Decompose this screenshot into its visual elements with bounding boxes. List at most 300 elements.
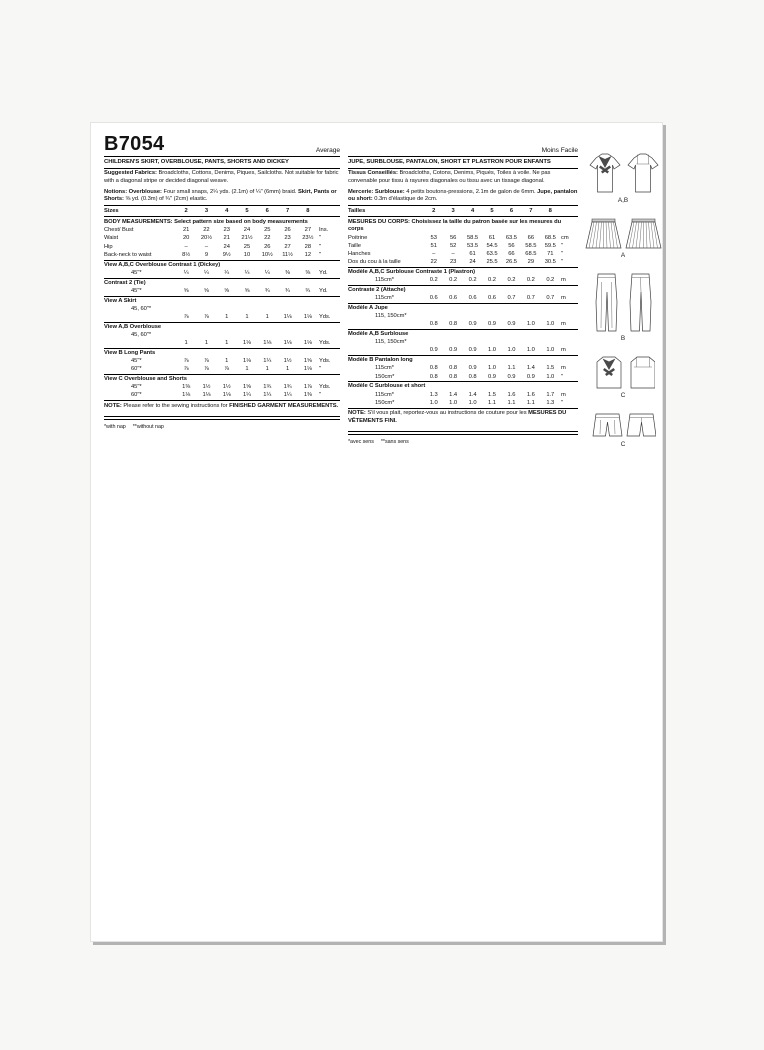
size-value: 2 — [432, 207, 436, 214]
row-label: 45"* — [131, 384, 142, 391]
section-title: Modèle C Surblouse et short — [348, 381, 578, 391]
cell-value: 21 — [223, 235, 230, 242]
cell-value: 0.7 — [546, 295, 555, 302]
cell-value: ¼ — [204, 269, 209, 276]
notions-text-2: ⅜ yd. (0.3m) of ¾" (2cm) elastic. — [123, 196, 208, 203]
cell-value: 1⅛ — [283, 313, 292, 320]
row-label: 150cm* — [374, 399, 395, 406]
table-row — [348, 399, 578, 407]
cell-value: 1 — [225, 358, 229, 365]
cell-value: 1⅜ — [182, 384, 191, 391]
difficulty-label-english: Average — [315, 146, 340, 154]
cell-value: 28 — [304, 243, 311, 250]
cell-value: 23 — [449, 259, 457, 266]
row-label: Hip — [104, 243, 113, 250]
table-row — [348, 251, 578, 259]
cell-value: – — [184, 243, 188, 250]
cell-value: 20½ — [200, 235, 212, 242]
cell-value: 0.9 — [468, 347, 477, 354]
cell-value: ⅜ — [305, 269, 311, 276]
french-header — [348, 131, 578, 156]
cell-value: 23 — [284, 235, 291, 242]
cell-value: 22 — [264, 235, 271, 242]
row-unit: Yds. — [318, 313, 331, 320]
cell-value: 1 — [245, 313, 249, 320]
cell-value: 8½ — [182, 251, 191, 258]
cell-value: ⅞ — [224, 366, 230, 373]
cell-value: 1⅛ — [202, 392, 211, 399]
cell-value: 29 — [527, 259, 535, 266]
size-value: 8 — [548, 207, 552, 214]
section-title: Modèle B Pantalon long — [348, 355, 578, 365]
size-value: 8 — [306, 207, 310, 214]
row-unit: Yds. — [318, 384, 331, 391]
row-unit: " — [560, 373, 563, 380]
mercerie-text-2: 0.3m d'élastique de 2cm. — [372, 196, 438, 203]
size-value: 3 — [451, 207, 455, 214]
size-value: 6 — [265, 207, 269, 214]
table-row — [104, 305, 340, 313]
cell-value: 0.8 — [468, 373, 477, 380]
cell-value: 0.2 — [507, 277, 516, 284]
cell-value: 23½ — [302, 235, 314, 242]
cell-value: 1.0 — [526, 321, 535, 328]
cell-value: 71 — [547, 250, 554, 257]
section-title: View B Long Pants — [104, 348, 340, 358]
cell-value: ⅞ — [204, 358, 209, 365]
cell-value: 0.9 — [507, 373, 516, 380]
cell-value: 1⅛ — [283, 340, 292, 347]
cell-value: ⅜ — [285, 269, 290, 276]
cell-value: 0.9 — [429, 347, 438, 354]
row-label: 45"* — [131, 358, 142, 365]
cell-value: 1¾ — [263, 384, 272, 391]
cell-value: 63.5 — [505, 234, 517, 241]
note-paragraph-french — [348, 408, 578, 428]
row-unit: Yds. — [318, 340, 331, 347]
illustration-view-c-overblouse — [591, 355, 655, 400]
cell-value: 1.5 — [546, 365, 555, 372]
section-title: View C Overblouse and Shorts — [104, 374, 340, 384]
cell-value: 0.9 — [468, 321, 477, 328]
cell-value: 25 — [264, 227, 271, 234]
illustration-label-ab: A,B — [617, 196, 629, 204]
table-row — [348, 295, 578, 303]
cell-value: 1.3 — [546, 399, 555, 406]
table-row — [348, 321, 578, 329]
cell-value: 63.5 — [486, 250, 498, 257]
section-title: Modèle A,B Surblouse — [348, 329, 578, 339]
size-value: 2 — [184, 207, 188, 214]
body-measurements-table-french — [348, 234, 578, 267]
cell-value: 61 — [488, 234, 496, 241]
cell-value: 1 — [184, 340, 188, 347]
yardage-sections-french — [348, 267, 578, 408]
cell-value: 1.0 — [488, 365, 496, 372]
cell-value: 1⅛ — [303, 366, 312, 373]
cell-value: 66 — [527, 234, 535, 241]
row-unit: " — [318, 251, 321, 258]
cell-value: 1⅝ — [303, 358, 312, 365]
row-label: 115, 150cm* — [374, 313, 407, 320]
row-label: Dos du cou à la taille — [347, 259, 401, 266]
table-row — [104, 340, 340, 348]
size-value: 5 — [490, 207, 494, 214]
row-unit: " — [318, 392, 321, 399]
cell-value: ¾ — [305, 287, 311, 294]
cell-value: 1¼ — [283, 392, 292, 399]
row-label: Poitrine — [347, 234, 368, 241]
cell-value: 1.1 — [488, 399, 496, 406]
cell-value: 0.9 — [526, 373, 535, 380]
row-unit: " — [560, 259, 563, 266]
row-unit: " — [318, 235, 321, 242]
cell-value: 59.5 — [544, 242, 556, 249]
mercerie-lead-1: Mercerie: Surblouse: — [347, 188, 405, 195]
section-title: Modèle A Jupe — [348, 303, 578, 313]
garment-title-french: JUPE, SURBLOUSE, PANTALON, SHORT ET PLASTRON POUR ENFANTS — [348, 156, 578, 169]
fabrics-lead: Suggested Fabrics: — [104, 170, 157, 177]
cell-value: 0.2 — [488, 277, 496, 284]
table-row — [104, 384, 340, 392]
row-label: 115cm* — [374, 365, 394, 372]
difficulty-label-french: Moins Facile — [541, 146, 578, 154]
footnote-french — [348, 435, 578, 446]
cell-value: ¼ — [224, 269, 230, 276]
cell-value: ⅞ — [183, 366, 189, 373]
cell-value: 1.1 — [507, 399, 516, 406]
sizes-row-french — [348, 205, 578, 217]
column-english — [104, 131, 340, 461]
notions-lead-1: Notions: Overblouse: — [104, 188, 162, 195]
cell-value: 56 — [508, 242, 515, 249]
note-strong-fr: MESURES DU VÊTEMENTS FINI. — [347, 410, 567, 424]
cell-value: 1⅛ — [263, 340, 272, 347]
cell-value: ¾ — [264, 287, 270, 294]
cell-value: 30.5 — [544, 259, 556, 266]
illustration-view-ab — [585, 152, 661, 204]
table-row — [348, 277, 578, 285]
row-unit: Ins. — [318, 227, 329, 234]
cell-value: 0.6 — [449, 295, 458, 302]
table-row — [104, 392, 340, 400]
cell-value: 0.8 — [429, 321, 438, 328]
cell-value: 1.5 — [488, 391, 496, 398]
row-unit: " — [318, 366, 321, 373]
size-value: 6 — [509, 207, 513, 214]
table-row — [348, 259, 578, 267]
cell-value: 1.0 — [468, 399, 477, 406]
without-nap-note: **without nap — [132, 423, 164, 430]
body-measurements-table-english — [104, 227, 340, 260]
cell-value: 0.7 — [507, 295, 516, 302]
notions-lead-2: Skirt, Pants or Shorts: — [104, 188, 337, 203]
cell-value: 0.6 — [488, 295, 496, 302]
column-french — [348, 131, 578, 461]
note-paragraph-english — [104, 400, 340, 413]
cell-value: 1 — [265, 366, 269, 373]
cell-value: ⅞ — [183, 313, 189, 320]
cell-value: 53 — [430, 234, 437, 241]
cell-value: 68.5 — [544, 234, 556, 241]
cell-value: 9 — [204, 251, 209, 258]
note-lead: NOTE: — [104, 402, 122, 409]
cell-value: 1⅜ — [303, 392, 312, 399]
illustration-label-b: B — [620, 334, 626, 342]
row-unit: Yd. — [318, 287, 328, 294]
cell-value: 1 — [265, 313, 269, 320]
size-value: 5 — [245, 207, 249, 214]
mercerie-text-1: 4 petits boutons-pressions, 2.1m de galon de 6mm. — [404, 188, 538, 195]
cell-value: ⅝ — [224, 287, 230, 294]
cell-value: 0.8 — [449, 365, 458, 372]
row-unit: " — [560, 242, 563, 249]
cell-value: 1.6 — [507, 391, 516, 398]
cell-value: 0.8 — [429, 373, 438, 380]
row-label: Back-neck to waist — [104, 251, 152, 258]
cell-value: – — [204, 243, 209, 250]
cell-value: 66 — [508, 250, 515, 257]
cell-value: 1 — [245, 366, 249, 373]
cell-value: 1.0 — [526, 347, 535, 354]
cell-value: 58.5 — [525, 242, 537, 249]
cell-value: ⅝ — [244, 287, 250, 294]
cell-value: 0.9 — [449, 347, 458, 354]
section-title: View A,B,C Overblouse Contrast 1 (Dickey) — [104, 260, 340, 270]
cell-value: 1.7 — [546, 391, 555, 398]
cell-value: ¾ — [285, 287, 290, 294]
garment-title-english: CHILDREN'S SKIRT, OVERBLOUSE, PANTS, SHORTS AND DICKEY — [104, 156, 340, 169]
row-label: Taille — [347, 242, 361, 249]
english-header — [104, 131, 340, 156]
sleeveless-overblouse-drawing — [591, 355, 655, 392]
row-label: Waist — [104, 235, 119, 242]
table-row — [104, 243, 340, 251]
cell-value: 0.9 — [488, 321, 496, 328]
table-row — [104, 366, 340, 374]
row-unit: m — [560, 391, 566, 398]
row-label: 60"* — [131, 392, 142, 399]
illustration-label-c-top: C — [620, 392, 626, 399]
sizes-label: Sizes — [104, 207, 119, 214]
cell-value: 26 — [284, 227, 291, 234]
note-text-fr: S'il vous plait, reportez-vous au instructions de couture pour les — [365, 410, 529, 417]
row-label: 115cm* — [374, 277, 394, 284]
table-row — [348, 339, 578, 347]
cell-value: 1.4 — [449, 391, 458, 398]
cell-value: 27 — [304, 227, 311, 234]
cell-value: 0.8 — [449, 321, 458, 328]
row-label: 115cm* — [374, 391, 394, 398]
illustration-view-b-pants — [590, 272, 656, 342]
yardage-sections-english — [104, 260, 340, 401]
cell-value: ⅝ — [204, 287, 209, 294]
cell-value: 0.8 — [429, 365, 438, 372]
tissus-paragraph — [348, 169, 578, 187]
row-unit: Yds. — [318, 358, 331, 365]
row-unit: " — [318, 243, 321, 250]
cell-value: 68.5 — [525, 250, 537, 257]
notions-text-1: Four small snaps, 2¼ yds. (2.1m) of ¼" (6mm) braid. — [161, 188, 298, 195]
mercerie-paragraph — [348, 187, 578, 205]
illustration-view-c-shorts — [590, 412, 656, 448]
cell-value: 1⅛ — [243, 340, 251, 347]
cell-value: 21½ — [241, 235, 253, 242]
row-label: 150cm* — [374, 373, 395, 380]
section-title: Contrast 2 (Tie) — [104, 278, 340, 288]
row-unit: cm — [560, 234, 569, 241]
cell-value: 0.6 — [429, 295, 438, 302]
body-measurements-heading-english: BODY MEASUREMENTS: Select pattern size based on body measurements — [104, 218, 308, 225]
cell-value: 0.8 — [449, 373, 458, 380]
avec-sens-note: *avec sens — [347, 438, 374, 445]
cell-value: 1⅛ — [303, 340, 312, 347]
cell-value: 0.2 — [546, 277, 555, 284]
cell-value: 1¼ — [243, 392, 251, 399]
note-lead-fr: NOTE: — [347, 410, 366, 417]
section-title: View A,B Overblouse — [104, 322, 340, 332]
cell-value: 0.7 — [526, 295, 535, 302]
cell-value: 1.1 — [526, 399, 535, 406]
table-row — [348, 347, 578, 355]
tissus-lead: Tissus Conseillés: — [347, 170, 398, 177]
cell-value: 52 — [449, 242, 457, 249]
table-row — [348, 365, 578, 373]
sans-sens-note: **sans sens — [380, 438, 409, 445]
cell-value: 12 — [304, 251, 311, 258]
row-label: 45, 60"* — [131, 305, 152, 312]
pattern-envelope-back-page — [90, 122, 663, 942]
table-row — [104, 313, 340, 321]
cell-value: 0.2 — [429, 277, 438, 284]
cell-value: – — [451, 250, 455, 257]
cell-value: 1⅛ — [182, 392, 191, 399]
row-label: 115cm* — [374, 295, 394, 302]
cell-value: 0.9 — [507, 321, 516, 328]
row-unit: m — [560, 277, 566, 284]
row-unit: m — [560, 347, 566, 354]
cell-value: 23 — [223, 227, 230, 234]
cell-value: 1.0 — [546, 373, 555, 380]
cell-value: 1¾ — [283, 384, 292, 391]
sizes-label: Tailles — [347, 207, 366, 214]
cell-value: 1⅛ — [303, 313, 312, 320]
cell-value: 9½ — [222, 251, 231, 258]
table-row — [104, 287, 340, 295]
cell-value: 11½ — [282, 251, 293, 258]
cell-value: 1⅛ — [243, 358, 251, 365]
sailor-overblouse-drawing — [585, 152, 661, 196]
cell-value: ¼ — [183, 269, 189, 276]
size-value: 3 — [204, 207, 209, 214]
cell-value: 1.0 — [546, 347, 555, 354]
cell-value: 0.2 — [449, 277, 458, 284]
note-text: Please refer to the sewing instructions for — [121, 402, 230, 409]
row-unit: m — [560, 295, 566, 302]
cell-value: 27 — [284, 243, 291, 250]
cell-value: 1 — [225, 340, 229, 347]
note-strong: FINISHED GARMENT MEASUREMENTS. — [229, 402, 339, 409]
cell-value: 1.4 — [526, 365, 535, 372]
row-label: 45"* — [131, 287, 142, 294]
cell-value: 1½ — [202, 384, 211, 391]
page-content — [91, 123, 662, 461]
cell-value: 1.3 — [429, 391, 438, 398]
table-row — [104, 251, 340, 259]
cell-value: 1¼ — [263, 358, 272, 365]
cell-value: 1.0 — [507, 347, 516, 354]
cell-value: 0.9 — [468, 365, 477, 372]
row-label: Hanches — [347, 250, 371, 257]
table-row — [348, 313, 578, 321]
body-measurements-heading-french: MESURES DU CORPS: Choisissez la taille du patron basée sur les mesures du corps — [347, 218, 562, 232]
cell-value: 24 — [469, 259, 476, 266]
section-title: Contraste 2 (Attache) — [348, 285, 578, 295]
cell-value: 26.5 — [505, 259, 517, 266]
cell-value: 56 — [449, 234, 457, 241]
cell-value: 1½ — [222, 384, 231, 391]
garment-illustrations — [584, 131, 662, 461]
table-row — [348, 242, 578, 250]
cell-value: 1.0 — [429, 399, 438, 406]
cell-value: 1⅞ — [303, 384, 312, 391]
cell-value: ¼ — [264, 269, 270, 276]
footnote-english — [104, 420, 340, 431]
row-unit: m — [560, 365, 566, 372]
row-label: Chest/ Bust — [104, 227, 134, 234]
cell-value: 22 — [203, 227, 210, 234]
row-unit: Yd. — [318, 269, 328, 276]
cell-value: 1¼ — [263, 392, 272, 399]
with-nap-note: *with nap — [104, 423, 126, 430]
section-title: View A Skirt — [104, 296, 340, 306]
illustration-label-c-shorts: C — [620, 440, 626, 448]
table-row — [104, 358, 340, 366]
tissus-text: Broadcloths, Cotons, Denims, Piqués, Toiles à voile. Ne pas convenable pour tissu à rayures diagonales ou tissu avec un tissage diagonal. — [347, 170, 551, 184]
cell-value: 1⅛ — [222, 392, 231, 399]
cell-value: 26 — [264, 243, 271, 250]
cell-value: 1.1 — [507, 365, 516, 372]
pleated-skirt-drawing — [584, 217, 662, 252]
table-row — [348, 373, 578, 381]
illustration-view-a-skirt — [584, 217, 662, 260]
row-unit: " — [560, 399, 563, 406]
cell-value: 1.4 — [468, 391, 477, 398]
row-label: 45, 60"* — [131, 331, 152, 338]
row-unit: m — [560, 321, 566, 328]
cell-value: ⅞ — [183, 358, 189, 365]
cell-value: 24 — [243, 227, 251, 234]
table-row — [348, 391, 578, 399]
cell-value: 1.0 — [488, 347, 496, 354]
cell-value: 10½ — [261, 251, 273, 258]
cell-value: 0.6 — [468, 295, 477, 302]
suggested-fabrics-paragraph — [104, 169, 340, 187]
sizes-row-english — [104, 205, 340, 217]
cell-value: 24 — [223, 243, 230, 250]
cell-value: 1 — [204, 340, 209, 347]
cell-value: 61 — [469, 250, 476, 257]
mercerie-lead-2: Jupe, pantalon ou short: — [347, 188, 578, 203]
cell-value: 1.0 — [449, 399, 458, 406]
shorts-drawing — [590, 412, 656, 440]
row-label: 115, 150cm* — [374, 339, 407, 346]
table-row — [348, 234, 578, 242]
cell-value: 1.6 — [526, 391, 535, 398]
cell-value: 1 — [225, 313, 229, 320]
row-label: 60"* — [131, 366, 142, 373]
long-pants-drawing — [590, 272, 656, 334]
